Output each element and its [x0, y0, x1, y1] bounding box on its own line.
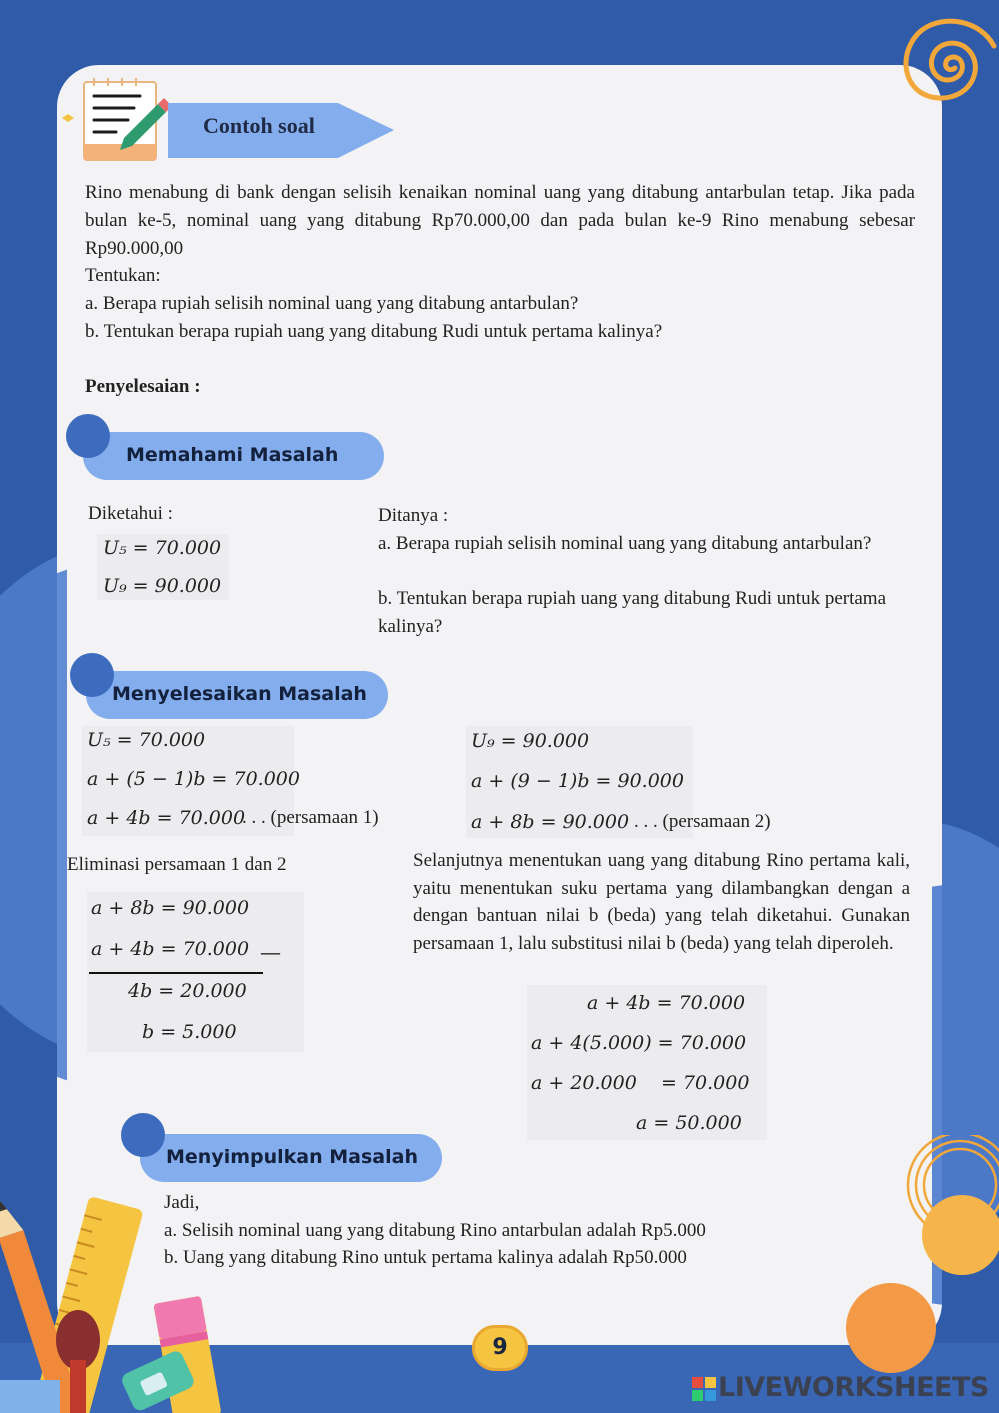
tentukan-label: Tentukan: — [85, 265, 161, 286]
conclusion-b: b. Uang yang ditabung Rino untuk pertama kalinya adalah Rp50.000 — [164, 1247, 687, 1268]
menyelesaikan-title: Menyelesaikan Masalah — [112, 683, 367, 705]
eliminasi-title: Eliminasi persamaan 1 dan 2 — [67, 854, 287, 875]
eq-u5: U₅ = 70.000 — [87, 729, 206, 751]
page-number: 9 — [472, 1325, 528, 1371]
orange-circle — [922, 1195, 999, 1275]
elimination-rule — [89, 972, 263, 974]
elim-line-2: a + 4b = 70.000 — [91, 938, 250, 960]
eq-persamaan-2: a + 8b = 90.000 — [471, 811, 630, 833]
menyimpulkan-title: Menyimpulkan Masalah — [166, 1146, 418, 1168]
given-u9: U₉ = 90.000 — [103, 575, 222, 597]
memahami-title: Memahami Masalah — [126, 444, 339, 466]
subst-line-2: a + 4(5.000) = 70.000 — [531, 1032, 747, 1054]
elim-result-2: b = 5.000 — [142, 1021, 237, 1043]
eq-u9: U₉ = 90.000 — [471, 730, 590, 752]
eq-persamaan-1: a + 4b = 70.000 — [87, 807, 246, 829]
problem-paragraph: Rino menabung di bank dengan selisih kenaikan nominal uang yang ditabung antarbulan tetap. Jika pada bulan ke-5, nominal uang yang ditabung Rp70.000,00 dan pada bulan ke-9 Rino menabung sebesar Rp90.000,00 — [85, 182, 915, 259]
ditanya-a: a. Berapa rupiah selisih nominal uang yang ditabung antarbulan? — [378, 533, 872, 554]
penyelesaian-label: Penyelesaian : — [85, 376, 201, 397]
pill-dot — [121, 1113, 165, 1157]
diketahui-label: Diketahui : — [88, 503, 173, 524]
stationery-illustration-icon — [0, 1190, 230, 1413]
spiral-decoration-icon — [890, 10, 999, 120]
eq-u9-expand: a + (9 − 1)b = 90.000 — [471, 770, 684, 792]
subst-line-4: a = 50.000 — [636, 1112, 742, 1134]
ditanya-b: b. Tentukan berapa rupiah uang yang ditabung Rudi untuk pertama kalinya? — [378, 588, 887, 637]
question-a: a. Berapa rupiah selisih nominal uang yang ditabung antarbulan? — [85, 293, 579, 314]
elim-line-1: a + 8b = 90.000 — [91, 897, 250, 919]
minus-sign: __ — [261, 936, 280, 957]
persamaan-1-note: . . . (persamaan 1) — [242, 807, 379, 828]
selanjutnya-paragraph: Selanjutnya menentukan uang yang ditabung Rino pertama kali, yaitu menentukan suku pertama yang dilambangkan dengan a dengan bantuan nilai b (beda) yang telah diketahui. Gunakan persamaan 1, lalu substitusi nilai b (beda) yang telah diperoleh. — [413, 850, 910, 954]
orange-circle — [846, 1283, 936, 1373]
pill-dot — [66, 414, 110, 458]
persamaan-2-note: . . . (persamaan 2) — [634, 811, 771, 832]
jadi-label: Jadi, — [164, 1192, 200, 1213]
subst-line-1: a + 4b = 70.000 — [587, 992, 746, 1014]
liveworksheets-watermark: LIVEWORKSHEETS — [718, 1372, 989, 1403]
eq-u5-expand: a + (5 − 1)b = 70.000 — [87, 768, 300, 790]
given-u5: U₅ = 70.000 — [103, 537, 222, 559]
section-heading: Contoh soal — [203, 113, 315, 138]
conclusion-a: a. Selisih nominal uang yang ditabung Rino antarbulan adalah Rp5.000 — [164, 1220, 706, 1241]
elim-result-1: 4b = 20.000 — [128, 980, 247, 1002]
liveworksheets-logo-icon — [692, 1377, 716, 1401]
pill-dot — [70, 653, 114, 697]
subst-line-3: a + 20.000 = 70.000 — [531, 1072, 750, 1094]
question-b: b. Tentukan berapa rupiah uang yang ditabung Rudi untuk pertama kalinya? — [85, 321, 663, 342]
ditanya-label: Ditanya : — [378, 505, 449, 526]
